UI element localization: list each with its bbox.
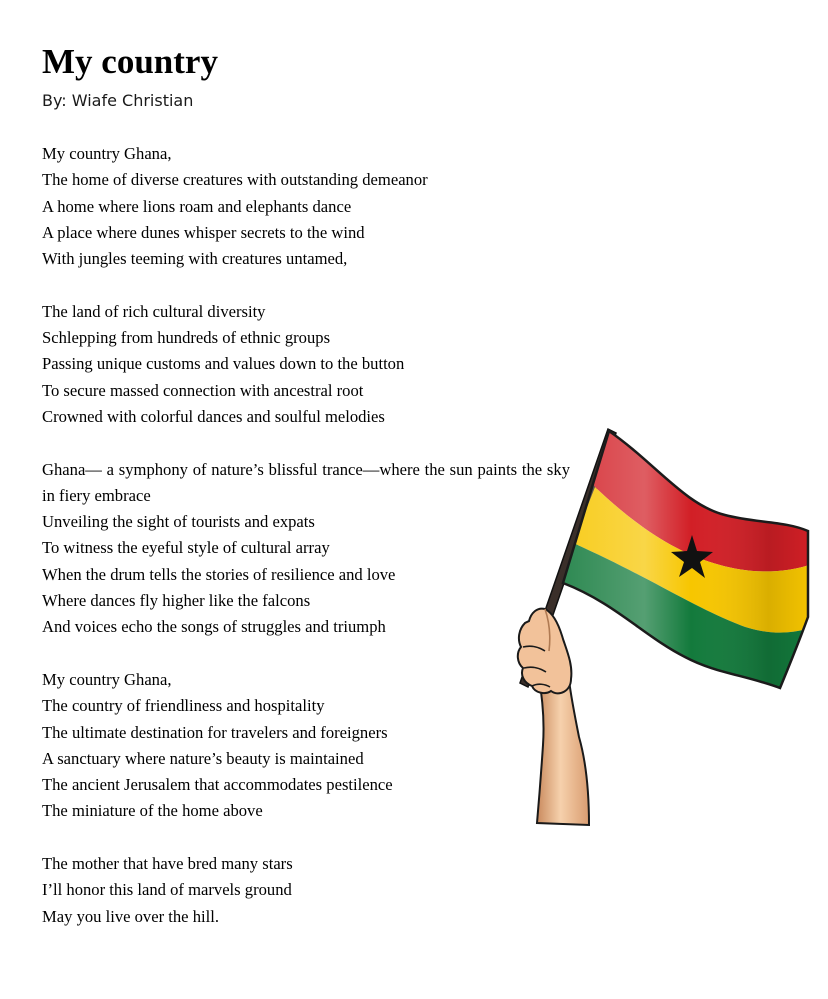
poem-line: Where dances fly higher like the falcons (42, 591, 311, 611)
poem-line: To witness the eyeful style of cultural array (42, 538, 330, 558)
stanza-5 (42, 851, 570, 930)
ghana-flag-in-hand-icon (505, 425, 815, 835)
poem-line: The home of diverse creatures with outstanding demeanor (42, 170, 428, 190)
poem-line: When the drum tells the stories of resilience and love (42, 564, 396, 584)
poem-line: The ultimate destination for travelers and foreigners (42, 722, 388, 742)
poem-line: With jungles teeming with creatures untamed, (42, 249, 348, 269)
stanza-1 (42, 141, 570, 272)
poem-line: A home where lions roam and elephants dance (42, 196, 352, 216)
poem-line: I’ll honor this land of marvels ground (42, 880, 292, 900)
poem-line: A sanctuary where nature’s beauty is maintained (42, 748, 364, 768)
stanza-4 (42, 667, 570, 825)
poem-line: To secure massed connection with ancestral root (42, 380, 364, 400)
poem-line: Crowned with colorful dances and soulful melodies (42, 406, 385, 426)
poem-line: Passing unique customs and values down to the button (42, 354, 405, 374)
poem-line: And voices echo the songs of struggles and triumph (42, 617, 386, 637)
poem-line: My country Ghana, (42, 669, 172, 689)
poem-line: A place where dunes whisper secrets to the wind (42, 222, 365, 242)
poem-body (42, 141, 570, 956)
poem-line: Ghana— a symphony of nature’s blissful trance—where the sun paints the sky in fiery embrace (42, 459, 570, 505)
author-byline: By: Wiafe Christian (42, 91, 194, 110)
stanza-2 (42, 299, 570, 430)
poem-line: Unveiling the sight of tourists and expats (42, 512, 315, 532)
page-title: My country (42, 42, 218, 81)
poem-line: May you live over the hill. (42, 906, 219, 926)
poem-line: The country of friendliness and hospitality (42, 696, 325, 716)
poem-line: The mother that have bred many stars (42, 854, 293, 874)
poem-line: My country Ghana, (42, 144, 172, 163)
poem-line: The land of rich cultural diversity (42, 301, 266, 321)
stanza-3 (42, 457, 570, 641)
poem-line: The miniature of the home above (42, 801, 263, 821)
poem-line: The ancient Jerusalem that accommodates pestilence (42, 775, 393, 795)
poem-line: Schlepping from hundreds of ethnic groups (42, 328, 331, 348)
